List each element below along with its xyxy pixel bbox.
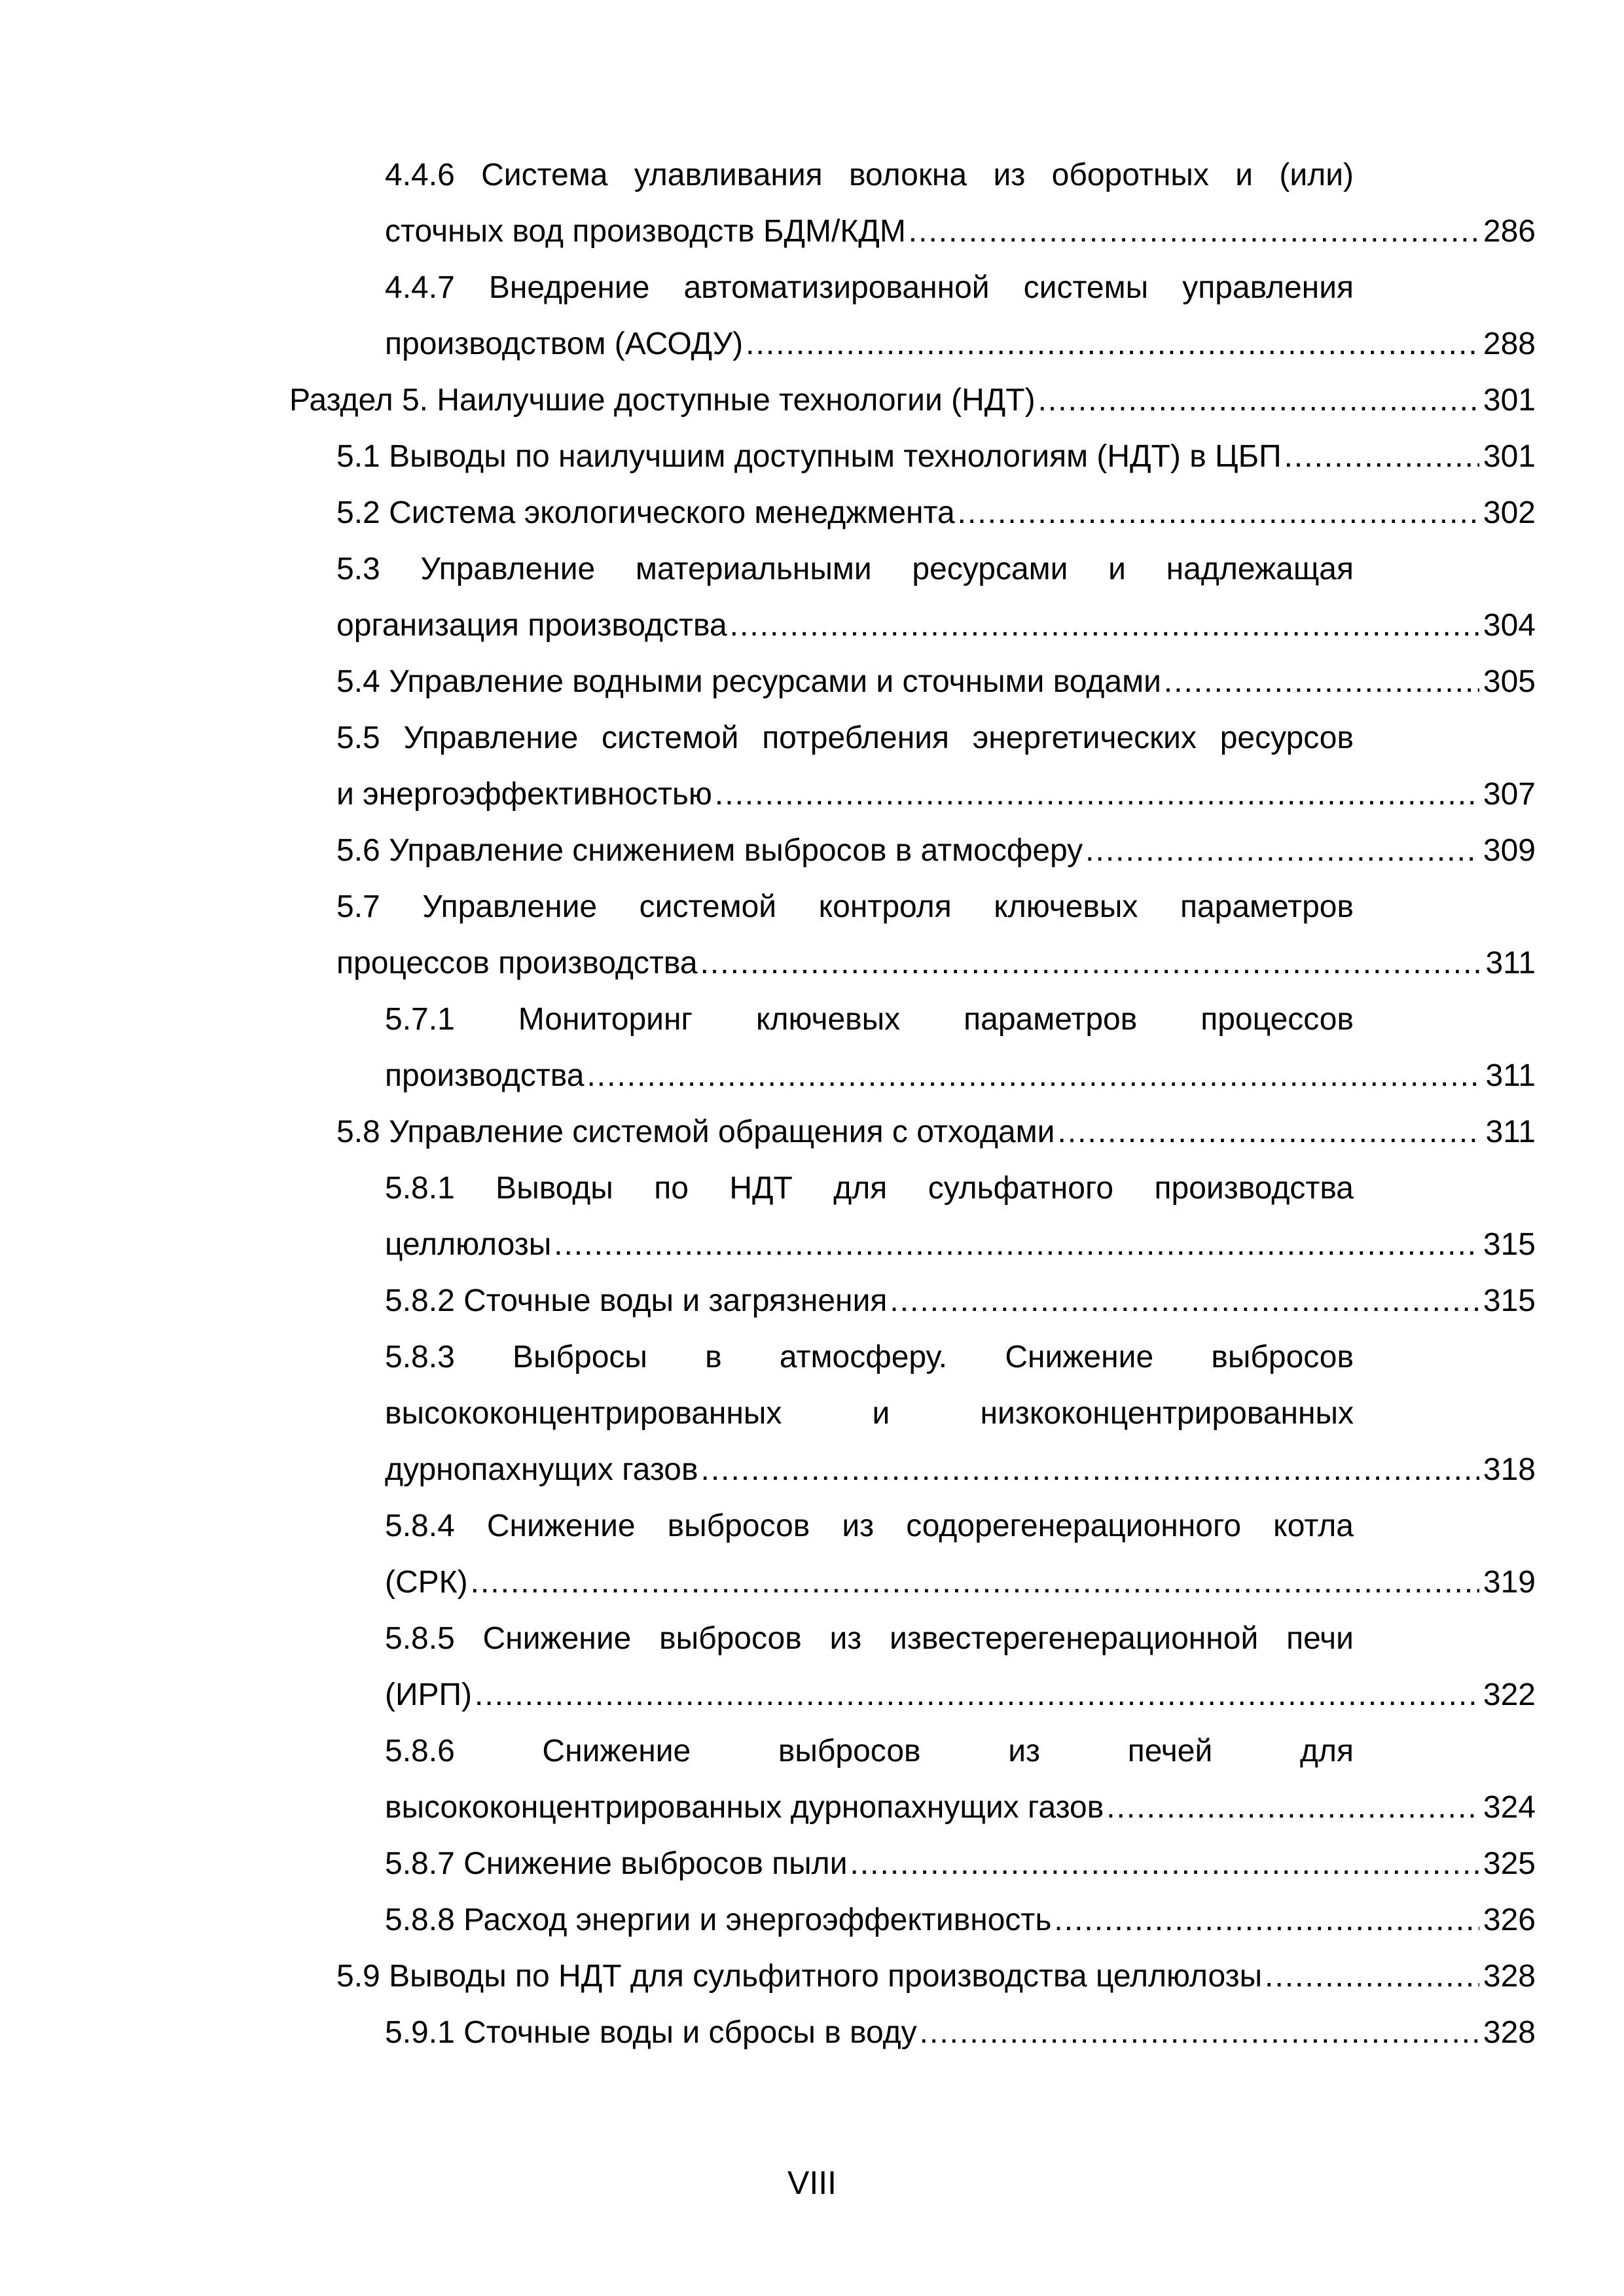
- toc-entry-title: производством (АСОДУ): [385, 327, 744, 361]
- dot-leader: [700, 1442, 1479, 1498]
- toc-entry-line: [336, 598, 1536, 654]
- toc-entry-title: (СРК): [385, 1565, 468, 1600]
- toc-page-number: 328: [1483, 1959, 1536, 1994]
- toc-entry-line: [385, 1780, 1536, 1836]
- toc-page-number: 319: [1483, 1565, 1536, 1600]
- toc-entry-line: [385, 1892, 1536, 1948]
- toc-entry-title: 5.6 Управление снижением выбросов в атмосферу: [336, 833, 1083, 868]
- toc-entry-title: 5.8.1 Выводы по НДТ для сульфатного производства: [385, 1171, 1354, 1206]
- toc-page-number: 315: [1483, 1283, 1536, 1318]
- toc-entry-title: 4.4.6 Система улавливания волокна из оборотных и (или): [385, 158, 1354, 192]
- toc-page-number: 315: [1483, 1227, 1536, 1262]
- toc-entry-title: Раздел 5. Наилучшие доступные технологии (НДТ): [289, 383, 1036, 418]
- dot-leader: [586, 1048, 1481, 1104]
- dot-leader: [890, 1273, 1479, 1329]
- toc-entry-line: [336, 654, 1536, 710]
- toc-entry-line: [336, 766, 1536, 823]
- dot-leader: [554, 1217, 1479, 1273]
- dot-leader: [730, 598, 1479, 654]
- toc-entry-line: [336, 823, 1536, 879]
- dot-leader: [958, 485, 1479, 541]
- toc-page-number: 288: [1483, 327, 1536, 361]
- toc-entry-line: [385, 1048, 1536, 1104]
- dot-leader: [475, 1667, 1479, 1723]
- toc-page-number: 309: [1483, 833, 1536, 868]
- toc-entry-title: 5.4 Управление водными ресурсами и сточными водами: [336, 664, 1161, 699]
- toc-entry-line: [336, 935, 1536, 992]
- toc-page-number: 301: [1483, 439, 1536, 474]
- toc-entry-line: [385, 1442, 1536, 1498]
- toc-entry-title: производства: [385, 1058, 585, 1093]
- toc-entry-line: [385, 1273, 1536, 1329]
- toc-entry-line: [289, 372, 1536, 429]
- dot-leader: [746, 316, 1479, 372]
- toc-entry-title: дурнопахнущих газов: [385, 1452, 698, 1487]
- toc-entry-line: [385, 1554, 1536, 1611]
- toc-page-number: 324: [1483, 1790, 1536, 1825]
- toc-entry-title: 5.3 Управление материальными ресурсами и надлежащая: [336, 552, 1354, 586]
- toc-entry-title: высококонцентрированных и низкоконцентрированных: [385, 1396, 1354, 1431]
- dot-leader: [700, 935, 1482, 992]
- page-number: VIII: [787, 2164, 837, 2201]
- toc-entry-title: процессов производства: [336, 946, 698, 980]
- toc-entry-line: [385, 204, 1536, 260]
- toc-entry-title: целлюлозы: [385, 1227, 552, 1262]
- toc-entry-title: 4.4.7 Внедрение автоматизированной системы управления: [385, 270, 1354, 305]
- toc-entry-title: сточных вод производств БДМ/КДМ: [385, 214, 906, 249]
- toc-entry-line: [385, 1667, 1536, 1723]
- dot-leader: [1164, 654, 1479, 710]
- dot-leader: [471, 1554, 1479, 1611]
- dot-leader: [1265, 1948, 1479, 2005]
- toc-page-number: 328: [1483, 2015, 1536, 2050]
- toc-entry-title: 5.9.1 Сточные воды и сбросы в воду: [385, 2015, 917, 2050]
- toc-entry-title: 5.9 Выводы по НДТ для сульфитного производства целлюлозы: [336, 1959, 1263, 1994]
- dot-leader: [1054, 1892, 1479, 1948]
- toc-page-number: 304: [1483, 608, 1536, 643]
- dot-leader: [715, 766, 1479, 823]
- toc-page-number: 305: [1483, 664, 1536, 699]
- toc-entry-line: [385, 316, 1536, 372]
- toc-entry-title: 5.2 Система экологического менеджмента: [336, 495, 955, 530]
- toc-entry-title: организация производства: [336, 608, 727, 643]
- dot-leader: [1038, 372, 1479, 429]
- toc-page-number: 322: [1483, 1677, 1536, 1712]
- dot-leader: [1085, 823, 1479, 879]
- toc-page-number: 311: [1485, 946, 1536, 980]
- dot-leader: [920, 2005, 1479, 2061]
- toc-entry-title: 5.7.1 Мониторинг ключевых параметров процессов: [385, 1002, 1354, 1037]
- toc-page-number: 311: [1485, 1058, 1536, 1093]
- toc-entry-title: 5.8.5 Снижение выбросов из известерегенерационной печи: [385, 1621, 1354, 1656]
- toc-entry-title: 5.8 Управление системой обращения с отходами: [336, 1115, 1055, 1149]
- toc-page-number: 325: [1483, 1846, 1536, 1881]
- toc-entry-line: [336, 429, 1536, 485]
- dot-leader: [1284, 429, 1479, 485]
- toc-entry-line: [336, 485, 1536, 541]
- toc-entry-title: высококонцентрированных дурнопахнущих газов: [385, 1790, 1104, 1825]
- toc-entry-line: [385, 1836, 1536, 1892]
- toc-page-number: 307: [1483, 777, 1536, 812]
- dot-leader: [1057, 1104, 1481, 1160]
- toc-entry-title: 5.8.8 Расход энергии и энергоэффективность: [385, 1903, 1052, 1937]
- dot-leader: [850, 1836, 1479, 1892]
- toc-entry-title: 5.8.4 Снижение выбросов из содорегенерационного котла: [385, 1509, 1354, 1543]
- toc-entry-line: [385, 1217, 1536, 1273]
- dot-leader: [909, 204, 1479, 260]
- toc-entry-title: 5.8.2 Сточные воды и загрязнения: [385, 1283, 888, 1318]
- toc-entry-title: 5.8.3 Выбросы в атмосферу. Снижение выбросов: [385, 1340, 1354, 1374]
- toc-page-number: 301: [1483, 383, 1536, 418]
- toc-page-number: 302: [1483, 495, 1536, 530]
- toc-page-number: 286: [1483, 214, 1536, 249]
- toc-entry-title: 5.8.7 Снижение выбросов пыли: [385, 1846, 848, 1881]
- toc-entry-line: [336, 1104, 1536, 1160]
- toc-entry-title: 5.1 Выводы по наилучшим доступным технологиям (НДТ) в ЦБП: [336, 439, 1282, 474]
- toc-entry-title: 5.8.6 Снижение выбросов из печей для: [385, 1734, 1354, 1768]
- toc-page-number: 326: [1483, 1903, 1536, 1937]
- toc-page-number: 311: [1485, 1115, 1536, 1149]
- toc-entry-title: 5.5 Управление системой потребления энергетических ресурсов: [336, 721, 1354, 755]
- toc-page-number: 318: [1483, 1452, 1536, 1487]
- toc-entry-line: [336, 1948, 1536, 2005]
- toc-entry-title: 5.7 Управление системой контроля ключевых параметров: [336, 889, 1354, 924]
- toc-entry-title: (ИРП): [385, 1677, 472, 1712]
- toc-entry-line: [385, 2005, 1536, 2061]
- toc-entry-title: и энергоэффективностью: [336, 777, 712, 812]
- dot-leader: [1106, 1780, 1479, 1836]
